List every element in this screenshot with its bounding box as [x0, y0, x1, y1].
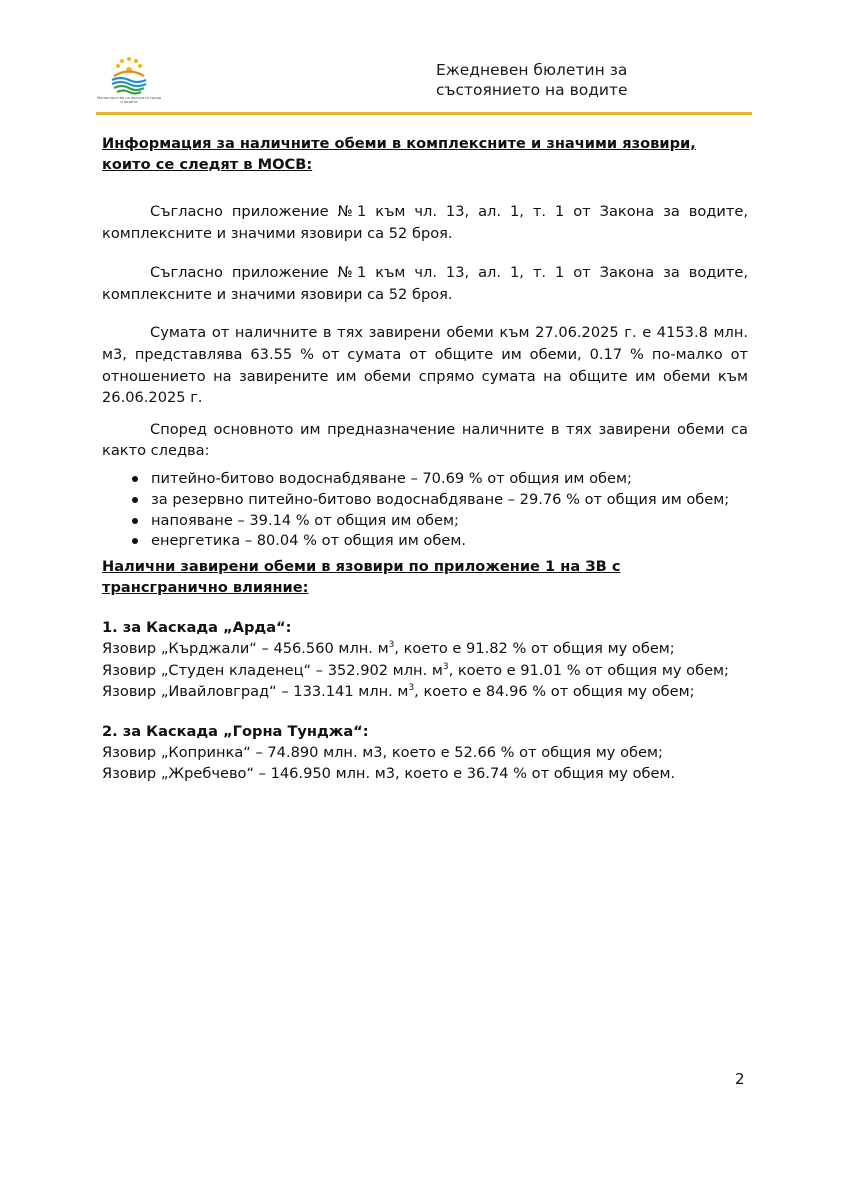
reservoir-line: Язовир „Студен кладенец“ – 352.902 млн. $м^3$, което е 91.01 % от общия му обем; — [102, 661, 729, 679]
section1-heading: Информация за наличните обеми в комплексните и значими язовири, които се следят в МОСВ: — [102, 135, 696, 173]
paragraph-1: Съгласно приложение №1 към чл. 13, ал. 1, т. 1 от Закона за водите, комплексните и значими язовири са 52 броя. — [102, 203, 748, 242]
cascade-arda-title: 1. за Каскада „Арда“: — [102, 619, 292, 637]
bulletin-title-line2: състоянието на водите — [436, 81, 628, 99]
reservoir-line: Язовир „Кърджали“ – 456.560 млн. $м^3$, което е 91.82 % от общия му обем; — [102, 640, 675, 658]
paragraph-3: Сумата от наличните в тях завирени обеми към 27.06.2025 г. е 4153.8 млн. м3, представлява 63.55 % от сумата от общите им обеми, 0.17 % по-малко от отношението на завирените им обеми спрямо сумата на общите им обеми към 26.06.2025 г. — [102, 324, 748, 407]
paragraph-2: Съгласно приложение №1 към чл. 13, ал. 1, т. 1 от Закона за водите, комплексните и значими язовири са 52 броя. — [102, 264, 748, 303]
bullet-icon — [132, 497, 138, 503]
bulletin-title-line1: Ежедневен бюлетин за — [436, 61, 628, 79]
document-body — [102, 134, 748, 785]
reservoir-line: Язовир „Ивайловград“ – 133.141 млн. $м^3$, което е 84.96 % от общия му обем; — [102, 683, 695, 701]
page-number: 2 — [735, 1070, 745, 1088]
header-divider — [96, 112, 752, 115]
reservoir-line: Язовир „Копринка“ – 74.890 млн. м3, което е 52.66 % от общия му обем; — [102, 743, 663, 761]
purpose-list — [102, 469, 748, 552]
paragraph-4: Според основното им предназначение наличните в тях завирени обеми са както следва: — [102, 420, 748, 460]
cascade-gorna-tundzha-title: 2. за Каскада „Горна Тунджа“: — [102, 722, 369, 740]
reservoir-line: Язовир „Жребчево“ – 146.950 млн. м3, което е 36.74 % от общия му обем. — [102, 765, 676, 783]
bullet-icon — [132, 476, 138, 482]
list-item: питейно-битово водоснабдяване – 70.69 % от общия им обем; — [151, 469, 748, 490]
list-item: за резервно питейно-битово водоснабдяване – 29.76 % от общия им обем; — [151, 490, 748, 511]
bullet-icon — [132, 538, 138, 544]
list-item: енергетика – 80.04 % от общия им обем. — [151, 531, 748, 552]
bullet-icon — [132, 518, 138, 524]
section2-heading: Налични завирени обеми в язовири по приложение 1 на ЗВ с трансгранично влияние: — [102, 558, 621, 596]
bulletin-title — [436, 60, 736, 100]
list-item: напояване – 39.14 % от общия им обем; — [151, 511, 748, 532]
logo-caption: Министерство на околната среда и водите — [97, 96, 161, 105]
